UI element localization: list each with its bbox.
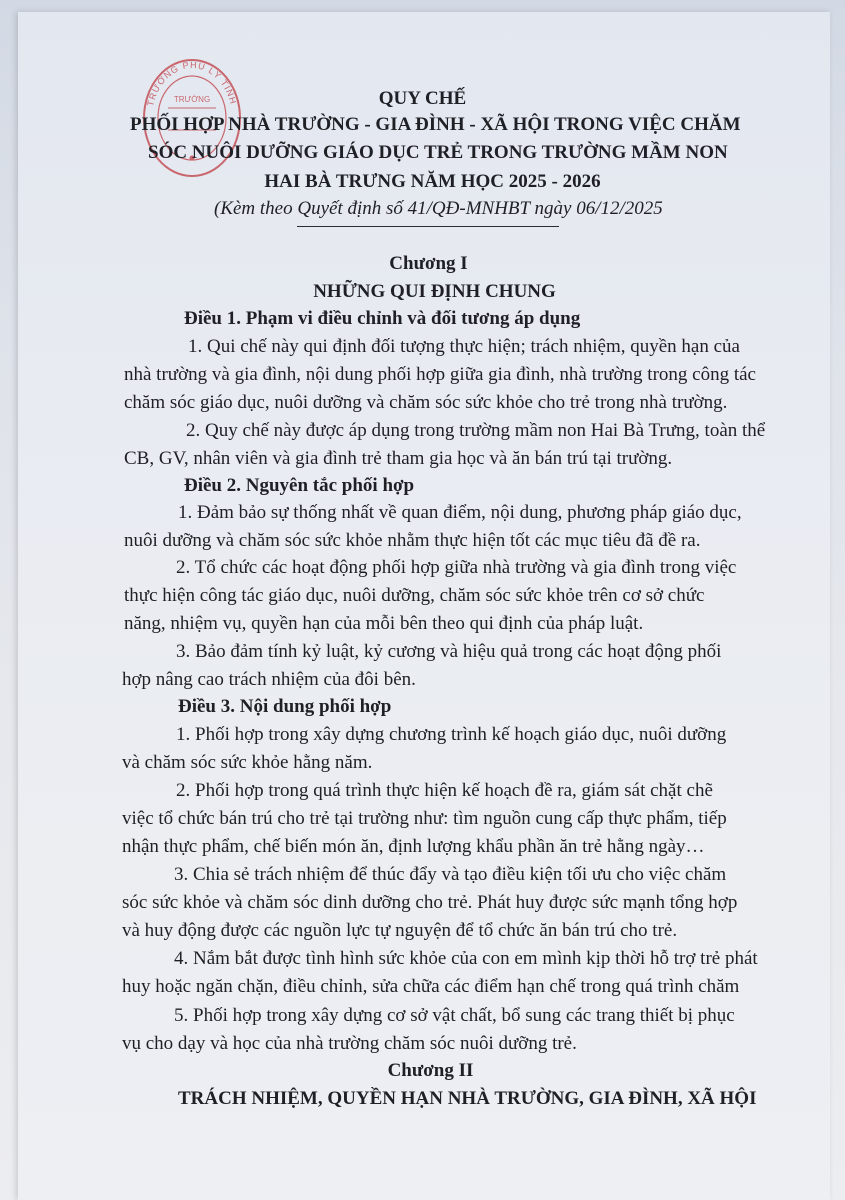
decision-reference: (Kèm theo Quyết định số 41/QĐ-MNHBT ngày 06/12/2025 xyxy=(214,198,663,219)
article2-p1-line2: nuôi dưỡng và chăm sóc sức khỏe nhằm thực hiện tốt các mục tiêu đã đề ra. xyxy=(124,530,701,551)
article3-p1-line2: và chăm sóc sức khỏe hằng năm. xyxy=(122,752,373,773)
article3-p4-line2: huy hoặc ngăn chặn, điều chỉnh, sửa chữa các điểm hạn chế trong quá trình chăm xyxy=(122,976,740,997)
article1-p1-line1: 1. Qui chế này qui định đối tượng thực hiện; trách nhiệm, quyền hạn của xyxy=(188,336,740,357)
article2-p2-line1: 2. Tổ chức các hoạt động phối hợp giữa nhà trường và gia đình trong việc xyxy=(176,557,737,578)
chapter2-label: Chương II xyxy=(387,1060,474,1081)
chapter2-title: TRÁCH NHIỆM, QUYỀN HẠN NHÀ TRƯỜNG, GIA ĐÌNH, XÃ HỘI xyxy=(178,1088,757,1109)
svg-text:TRƯỜNG PHỦ LÝ TỈNH: TRƯỜNG PHỦ LÝ TỈNH xyxy=(145,59,239,108)
article2-p2-line2: thực hiện công tác giáo dục, nuôi dưỡng, chăm sóc sức khỏe trên cơ sở chức xyxy=(124,585,705,606)
article2-p3-line2: hợp nâng cao trách nhiệm của đôi bên. xyxy=(122,669,416,690)
article3-p2-line2: việc tổ chức bán trú cho trẻ tại trường như: tìm nguồn cung cấp thực phẩm, tiếp xyxy=(122,808,727,829)
article1-p2-line1: 2. Quy chế này được áp dụng trong trường mầm non Hai Bà Trưng, toàn thể xyxy=(186,420,766,441)
article3-p3-line3: và huy động được các nguồn lực tự nguyện để tổ chức ăn bán trú cho trẻ. xyxy=(122,920,678,941)
article1-heading: Điều 1. Phạm vi điều chỉnh và đối tương áp dụng xyxy=(184,308,581,329)
article3-heading: Điều 3. Nội dung phối hợp xyxy=(178,696,392,717)
article3-p5-line2: vụ cho dạy và học của nhà trường chăm sóc nuôi dưỡng trẻ. xyxy=(122,1033,577,1054)
document-subtitle-line3: HAI BÀ TRƯNG NĂM HỌC 2025 - 2026 xyxy=(264,171,601,192)
document-title: QUY CHẾ xyxy=(378,88,467,109)
svg-text:TRƯỜNG: TRƯỜNG xyxy=(173,95,211,104)
article3-p3-line1: 3. Chia sẻ trách nhiệm để thúc đẩy và tạo điều kiện tối ưu cho việc chăm xyxy=(174,864,727,885)
article3-p3-line2: sóc sức khỏe và chăm sóc dinh dưỡng cho trẻ. Phát huy được sức mạnh tổng hợp xyxy=(122,892,738,913)
article1-p1-line3: chăm sóc giáo dục, nuôi dưỡng và chăm sóc sức khỏe cho trẻ trong nhà trường. xyxy=(124,392,728,413)
document-subtitle-line1: PHỐI HỢP NHÀ TRƯỜNG - GIA ĐÌNH - XÃ HỘI TRONG VIỆC CHĂM xyxy=(130,114,741,135)
chapter1-label: Chương I xyxy=(389,253,468,274)
article2-p1-line1: 1. Đảm bảo sự thống nhất về quan điểm, nội dung, phương pháp giáo dục, xyxy=(178,502,742,523)
article3-p5-line1: 5. Phối hợp trong xây dựng cơ sở vật chất, bổ sung các trang thiết bị phục xyxy=(174,1005,735,1026)
article1-p1-line2: nhà trường và gia đình, nội dung phối hợp giữa gia đình, nhà trường trong công tác xyxy=(124,364,756,385)
chapter1-title: NHỮNG QUI ĐỊNH CHUNG xyxy=(313,281,556,302)
article3-p2-line3: nhận thực phẩm, chế biến món ăn, định lượng khẩu phần ăn trẻ hằng ngày… xyxy=(122,836,705,857)
article3-p2-line1: 2. Phối hợp trong quá trình thực hiện kế hoạch đề ra, giám sát chặt chẽ xyxy=(176,780,713,801)
article1-p2-line2: CB, GV, nhân viên và gia đình trẻ tham gia học và ăn bán trú tại trường. xyxy=(124,448,673,469)
article3-p4-line1: 4. Nắm bắt được tình hình sức khỏe của con em mình kịp thời hỗ trợ trẻ phát xyxy=(174,948,758,969)
header-divider xyxy=(297,226,559,227)
document-subtitle-line2: SÓC NUÔI DƯỠNG GIÁO DỤC TRẺ TRONG TRƯỜNG MẦM NON xyxy=(148,142,728,163)
article2-p2-line3: năng, nhiệm vụ, quyền hạn của mỗi bên theo qui định của pháp luật. xyxy=(124,613,644,634)
article3-p1-line1: 1. Phối hợp trong xây dựng chương trình kế hoạch giáo dục, nuôi dưỡng xyxy=(176,724,727,745)
article2-heading: Điều 2. Nguyên tắc phối hợp xyxy=(184,475,415,496)
article2-p3-line1: 3. Bảo đảm tính kỷ luật, kỷ cương và hiệu quả trong các hoạt động phối xyxy=(176,641,722,662)
